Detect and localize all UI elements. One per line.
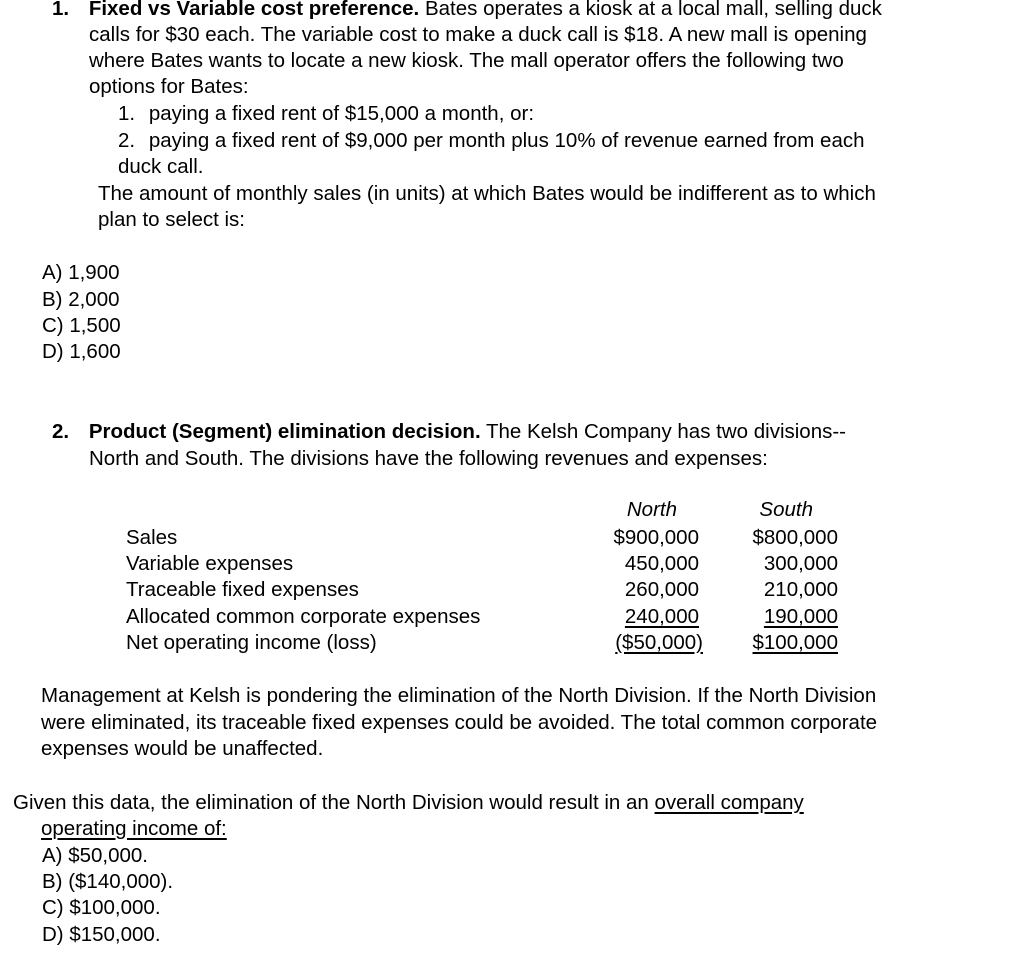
q1-answer-b: B) 2,000 [42,288,120,311]
q1-intro-1: Bates operates a kiosk at a local mall, selling duck [419,0,882,20]
q2-given-underlined-1: overall company [654,791,804,814]
row-traceable-label: Traceable fixed expenses [126,578,359,601]
q1-intro-2: calls for $30 each. The variable cost to make a duck call is $18. A new mall is opening [89,23,867,46]
q1-option-1-num: 1. [118,102,136,125]
q2-management-1: Management at Kelsh is pondering the elimination of the North Division. If the North Division [41,684,877,707]
row-net-label: Net operating income (loss) [126,631,377,654]
q2-intro-2: North and South. The divisions have the following revenues and expenses: [89,447,768,470]
q2-answer-a: A) $50,000. [42,844,148,867]
q2-management-2: were eliminated, its traceable fixed expenses could be avoided. The total common corporate [41,711,878,734]
table-header-north: North [626,498,677,521]
q1-answer-a: A) 1,900 [42,261,120,284]
row-variable-north: 450,000 [624,552,699,575]
row-sales-south: $800,000 [752,526,838,549]
row-traceable-north: 260,000 [624,578,699,601]
q1-question-1: The amount of monthly sales (in units) at which Bates would be indifferent as to which [98,182,876,205]
q1-answer-c: C) 1,500 [42,314,121,337]
q2-given-prefix: Given this data, the elimination of the North Division would result in an [13,791,655,814]
row-variable-south: 300,000 [763,552,838,575]
row-sales-north: $900,000 [613,526,699,549]
q1-question-2: plan to select is: [98,208,245,231]
q2-answer-b: B) ($140,000). [42,870,174,893]
q1-line-1 [52,0,882,22]
q2-given-underlined-2: operating income of: [41,817,227,840]
q2-title: Product (Segment) elimination decision. [88,420,481,443]
q1-option-1 [118,101,534,127]
row-allocated-south: 190,000 [763,605,838,628]
row-traceable-south: 210,000 [763,578,838,601]
q1-intro-4: options for Bates: [89,75,249,98]
table-header-south: South [759,498,813,521]
q1-answer-d: D) 1,600 [42,340,121,363]
q1-number: 1. [52,0,70,20]
row-allocated-label: Allocated common corporate expenses [126,605,481,628]
q1-title: Fixed vs Variable cost preference. [88,0,420,20]
q1-option-2 [118,128,865,154]
q2-number: 2. [52,420,70,443]
q1-option-2-cont: duck call. [118,155,204,178]
q1-option-1-text: paying a fixed rent of $15,000 a month, or: [148,102,535,125]
q2-answer-c: C) $100,000. [42,896,161,919]
row-net-north: ($50,000) [615,631,703,654]
row-net-south: $100,000 [752,631,838,654]
q2-intro-1: The Kelsh Company has two divisions-- [480,420,847,443]
row-allocated-north: 240,000 [624,605,699,628]
q1-option-2-num: 2. [118,129,136,152]
q2-management-3: expenses would be unaffected. [41,737,324,760]
q2-answer-d: D) $150,000. [42,923,161,946]
q2-given-line-1 [13,790,804,816]
q1-option-2-text: paying a fixed rent of $9,000 per month plus 10% of revenue earned from each [148,129,865,152]
row-variable-label: Variable expenses [126,552,294,575]
row-sales-label: Sales [126,526,178,549]
q1-intro-3: where Bates wants to locate a new kiosk. The mall operator offers the following two [89,49,844,72]
q2-line-1 [52,419,846,445]
